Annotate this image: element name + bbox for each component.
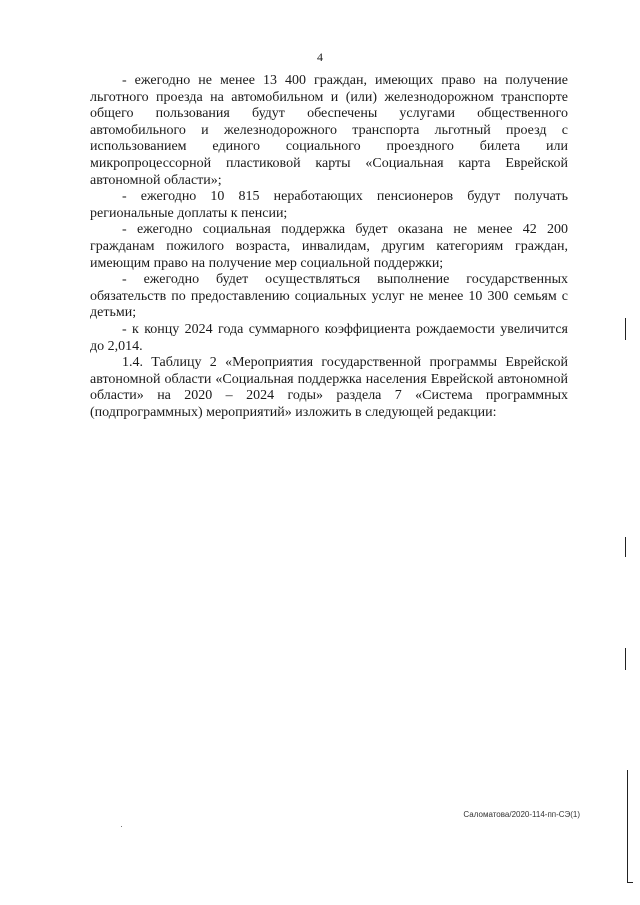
scan-edge-mark (627, 770, 628, 883)
paragraph-social-support: - ежегодно социальная поддержка будет оказана не менее 42 200 гражданам пожилого возраста, инвалидам, другим категориям граждан, имеющим право на получение мер социальной поддержки; (90, 222, 568, 271)
scan-edge-mark (625, 648, 626, 670)
paragraph-pension-supplement: - ежегодно 10 815 неработающих пенсионеров будут получать региональные доплаты к пенсии; (90, 189, 568, 221)
paragraph-travel-benefit: - ежегодно не менее 13 400 граждан, имеющих право на получение льготного проезда на автомобильном и (или) железнодорожном транспорте общего пользования будут обеспечены услугами общественного автомобильного и железнодорожного транспорта льготный проезд с использованием единого социального проездного билета или микропроцессорной пластиковой карты «Социальная карта Еврейской автономной области»; (90, 73, 568, 188)
page-number: 4 (317, 50, 323, 64)
scan-edge-mark (625, 537, 626, 557)
document-body (90, 73, 568, 421)
paragraph-social-services-families: - ежегодно будет осуществляться выполнение государственных обязательств по предоставлению социальных услуг не менее 10 300 семьям с детьми; (90, 272, 568, 321)
document-footer-code: Саломатова/2020-114-пп-СЭ(1) (463, 810, 580, 819)
scan-edge-mark (627, 882, 633, 883)
scan-speck (121, 826, 122, 827)
paragraph-table-amendment: 1.4. Таблицу 2 «Мероприятия государственной программы Еврейской автономной области «Социальная поддержка населения Еврейской автономной области» на 2020 – 2024 годы» раздела 7 «Система программных (подпрограммных) мероприятий» изложить в следующей редакции: (90, 355, 568, 420)
scan-edge-mark (625, 318, 626, 340)
paragraph-birth-rate: - к концу 2024 года суммарного коэффициента рождаемости увеличится до 2,014. (90, 321, 568, 354)
